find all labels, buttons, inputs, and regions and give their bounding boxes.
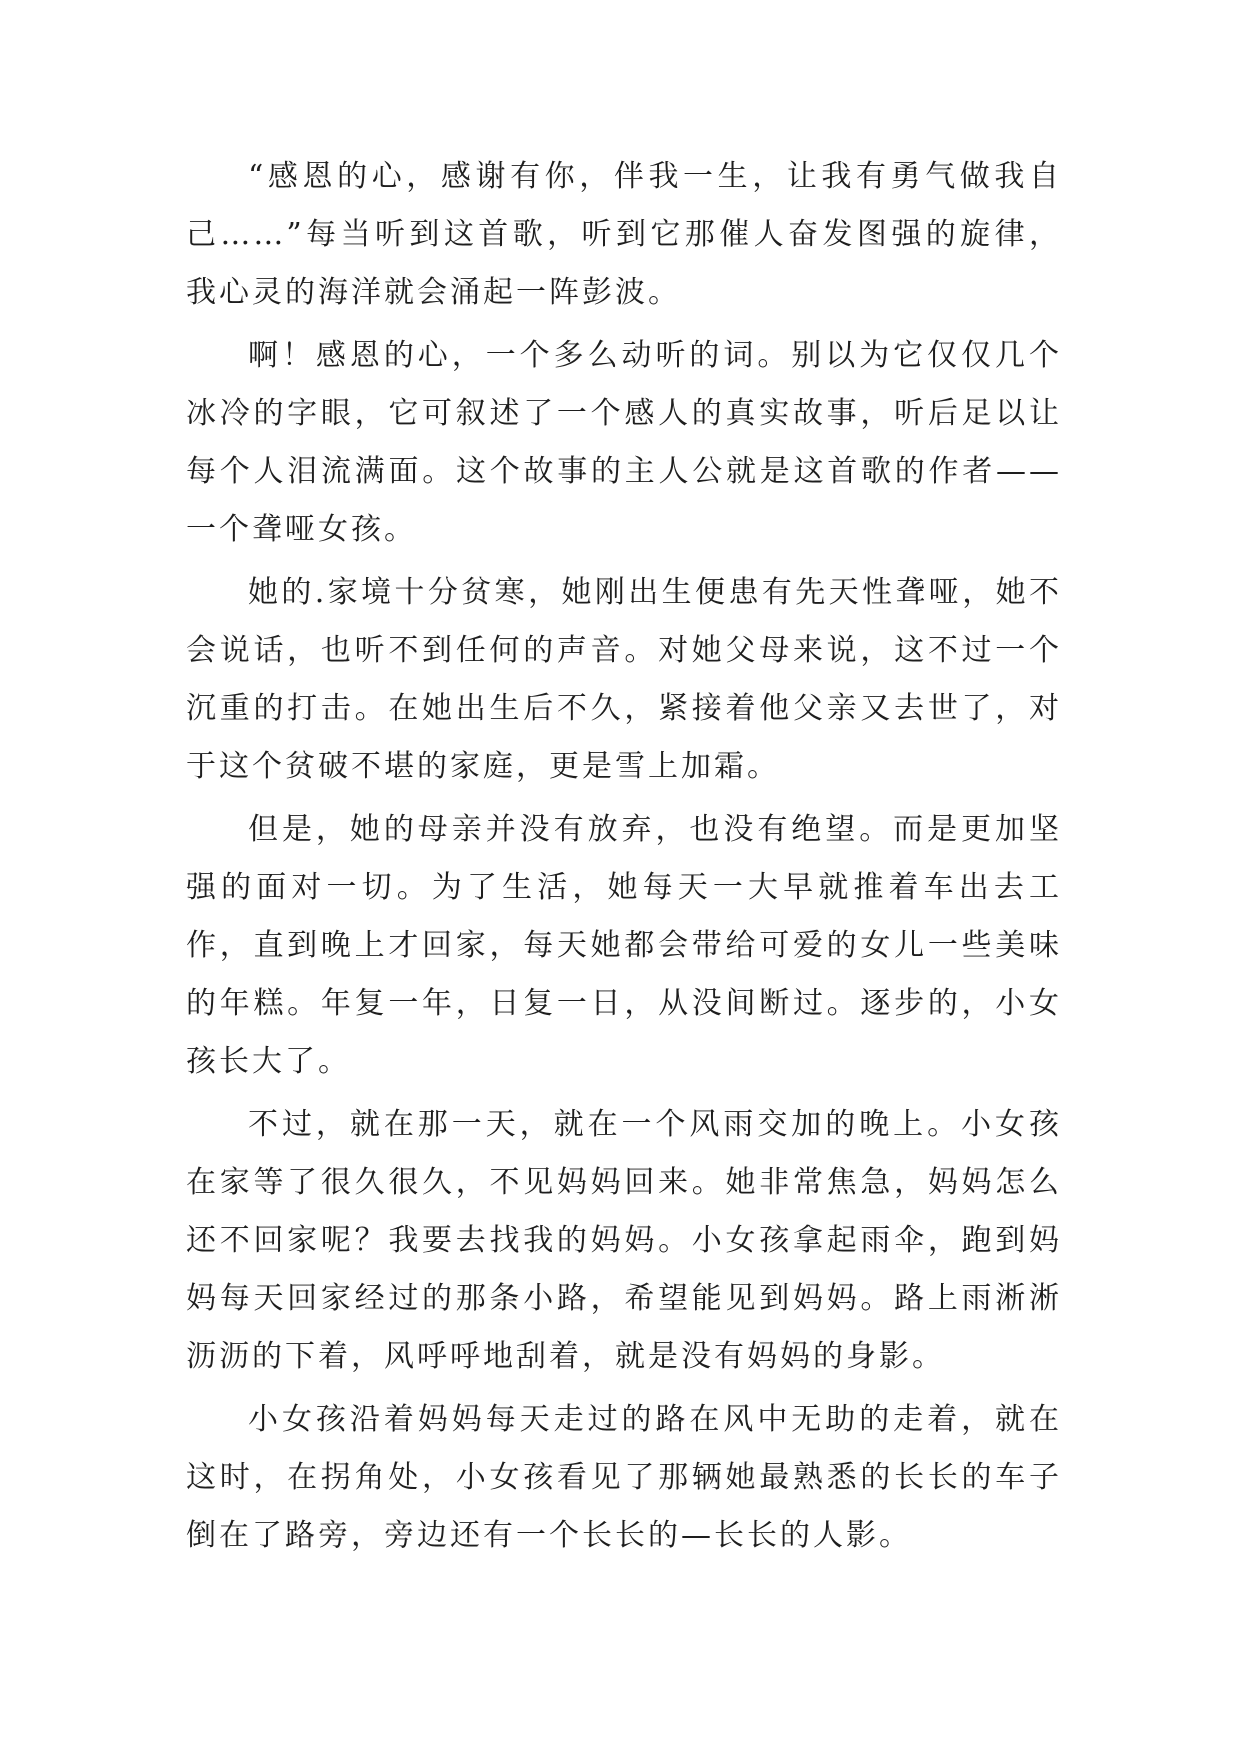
paragraph-4: 但是，她的母亲并没有放弃，也没有绝望。而是更加坚强的面对一切。为了生活，她每天一大早就推着车出去工作，直到晚上才回家，每天她都会带给可爱的女儿一些美味的年糕。年复一年，日复一日，从没间断过。逐步的，小女孩长大了。 [186, 812, 1062, 1079]
paragraph-2: 啊！感恩的心，一个多么动听的词。别以为它仅仅几个冰冷的字眼，它可叙述了一个感人的真实故事，听后足以让每个人泪流满面。这个故事的主人公就是这首歌的作者——一个聋哑女孩。 [186, 338, 1062, 547]
paragraph-6: 小女孩沿着妈妈每天走过的路在风中无助的走着，就在这时，在拐角处，小女孩看见了那辆她最熟悉的长长的车子倒在了路旁，旁边还有一个长长的—长长的人影。 [186, 1402, 1062, 1553]
paragraph-5: 不过，就在那一天，就在一个风雨交加的晚上。小女孩在家等了很久很久，不见妈妈回来。她非常焦急，妈妈怎么还不回家呢？我要去找我的妈妈。小女孩拿起雨伞，跑到妈妈每天回家经过的那条小路，希望能见到妈妈。路上雨淅淅沥沥的下着，风呼呼地刮着，就是没有妈妈的身影。 [186, 1107, 1062, 1374]
paragraph-1: “感恩的心，感谢有你，伴我一生，让我有勇气做我自己……”每当听到这首歌，听到它那催人奋发图强的旋律，我心灵的海洋就会涌起一阵彭波。 [186, 159, 1062, 310]
article-body [186, 148, 1062, 1570]
paragraph-3: 她的.家境十分贫寒，她刚出生便患有先天性聋哑，她不会说话，也听不到任何的声音。对她父母来说，这不过一个沉重的打击。在她出生后不久，紧接着他父亲又去世了，对于这个贫破不堪的家庭，更是雪上加霜。 [186, 575, 1062, 784]
